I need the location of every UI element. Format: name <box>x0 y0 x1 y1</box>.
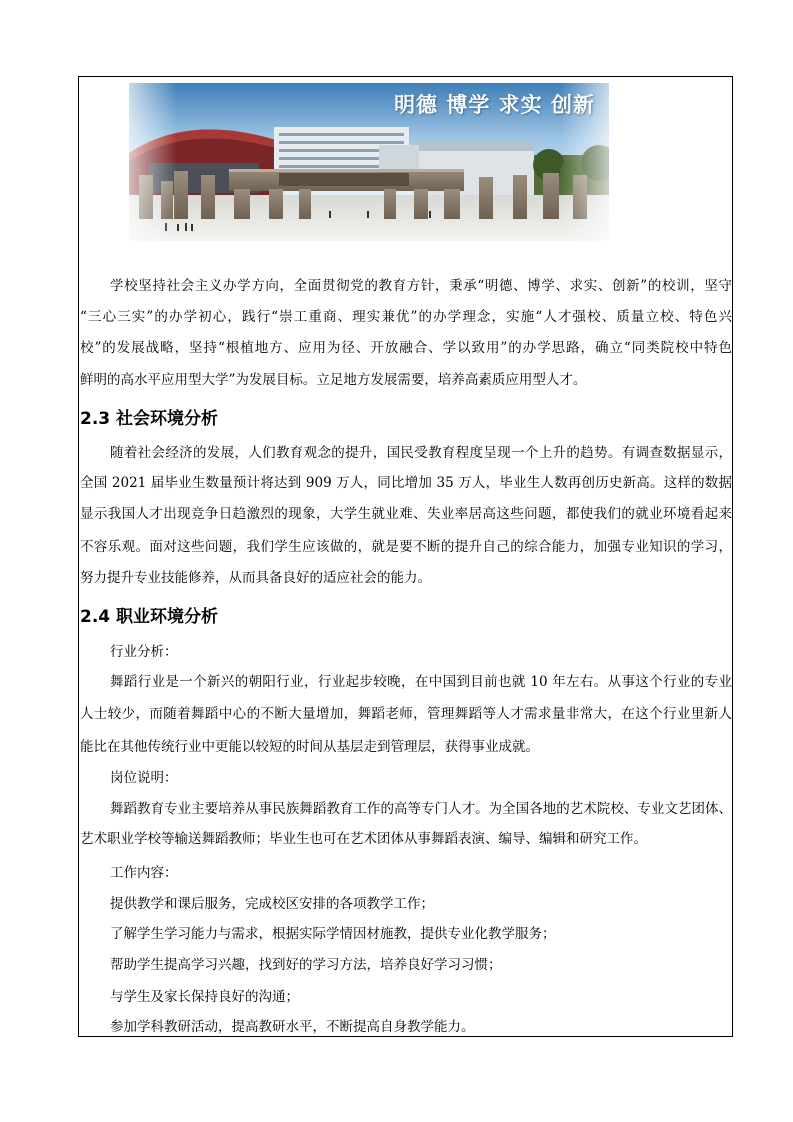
intro-line-4: 鲜明的高水平应用型大学”为发展目标。立足地方发展需要，培养高素质应用型人才。 <box>80 372 587 388</box>
industry-line-2: 人士较少，而随着舞蹈中心的不断大量增加，舞蹈老师，管理舞蹈等人才需求量非常大，在这个行业里新人 <box>80 706 732 722</box>
work-item: 了解学生学习能力与需求，根据实际学情因材施教，提供专业化教学服务； <box>110 926 556 942</box>
position-line-2: 艺术职业学校等输送舞蹈教师；毕业生也可在艺术团体从事舞蹈表演、编导、编辑和研究工作。 <box>80 831 647 847</box>
intro-line-1: 学校坚持社会主义办学方向，全面贯彻党的教育方针，秉承“明德、博学、求实、创新”的校训，坚守 <box>110 278 732 294</box>
banner-motto: 明德 博学 求实 创新 <box>394 93 595 117</box>
work-item: 提供教学和课后服务，完成校区安排的各项教学工作； <box>110 896 434 912</box>
industry-line-3: 能比在其他传统行业中更能以较短的时间从基层走到管理层，获得事业成就。 <box>80 739 539 755</box>
intro-line-3: 校”的发展战略，坚持“根植地方、应用为径、开放融合、学以致用”的办学思路，确立“同类院校中特色 <box>80 340 732 356</box>
section-2-4-heading: 2.4 职业环境分析 <box>80 607 219 627</box>
work-item: 帮助学生提高学习兴趣，找到好的学习方法，培养良好学习习惯； <box>110 957 502 973</box>
work-label: 工作内容： <box>110 865 178 881</box>
section-2-3-line-5: 努力提升专业技能修养，从而具备良好的适应社会的能力。 <box>80 570 431 586</box>
section-2-3-line-4: 不容乐观。面对这些问题，我们学生应该做的，就是要不断的提升自己的综合能力，加强专业知识的学习， <box>80 539 732 555</box>
section-2-3-line-1: 随着社会经济的发展，人们教育观念的提升，国民受教育程度呈现一个上升的趋势。有调查数据显示， <box>110 445 732 461</box>
intro-line-2: “三心三实”的办学初心，践行“崇工重商、理实兼优”的办学理念，实施“人才强校、质量立校、特色兴 <box>80 309 732 325</box>
section-2-3-line-2: 全国 2021 届毕业生数量预计将达到 909 万人，同比增加 35 万人，毕业生人数再创历史新高。这样的数据 <box>80 475 732 491</box>
campus-banner <box>129 83 609 241</box>
industry-label: 行业分析： <box>110 644 178 660</box>
position-line-1: 舞蹈教育专业主要培养从事民族舞蹈教育工作的高等专门人才。为全国各地的艺术院校、专业文艺团体、 <box>110 801 732 817</box>
industry-line-1: 舞蹈行业是一个新兴的朝阳行业，行业起步较晚，在中国到目前也就 10 年左右。从事这个行业的专业 <box>110 674 732 690</box>
section-2-3-heading: 2.3 社会环境分析 <box>80 409 219 429</box>
position-label: 岗位说明： <box>110 770 178 786</box>
work-item: 与学生及家长保持良好的沟通； <box>110 989 299 1005</box>
section-2-3-line-3: 显示我国人才出现竞争日趋激烈的现象，大学生就业难、失业率居高这些问题，都使我们的就业环境看起来 <box>80 506 732 522</box>
work-item: 参加学科教研活动，提高教研水平，不断提高自身教学能力。 <box>110 1019 475 1035</box>
